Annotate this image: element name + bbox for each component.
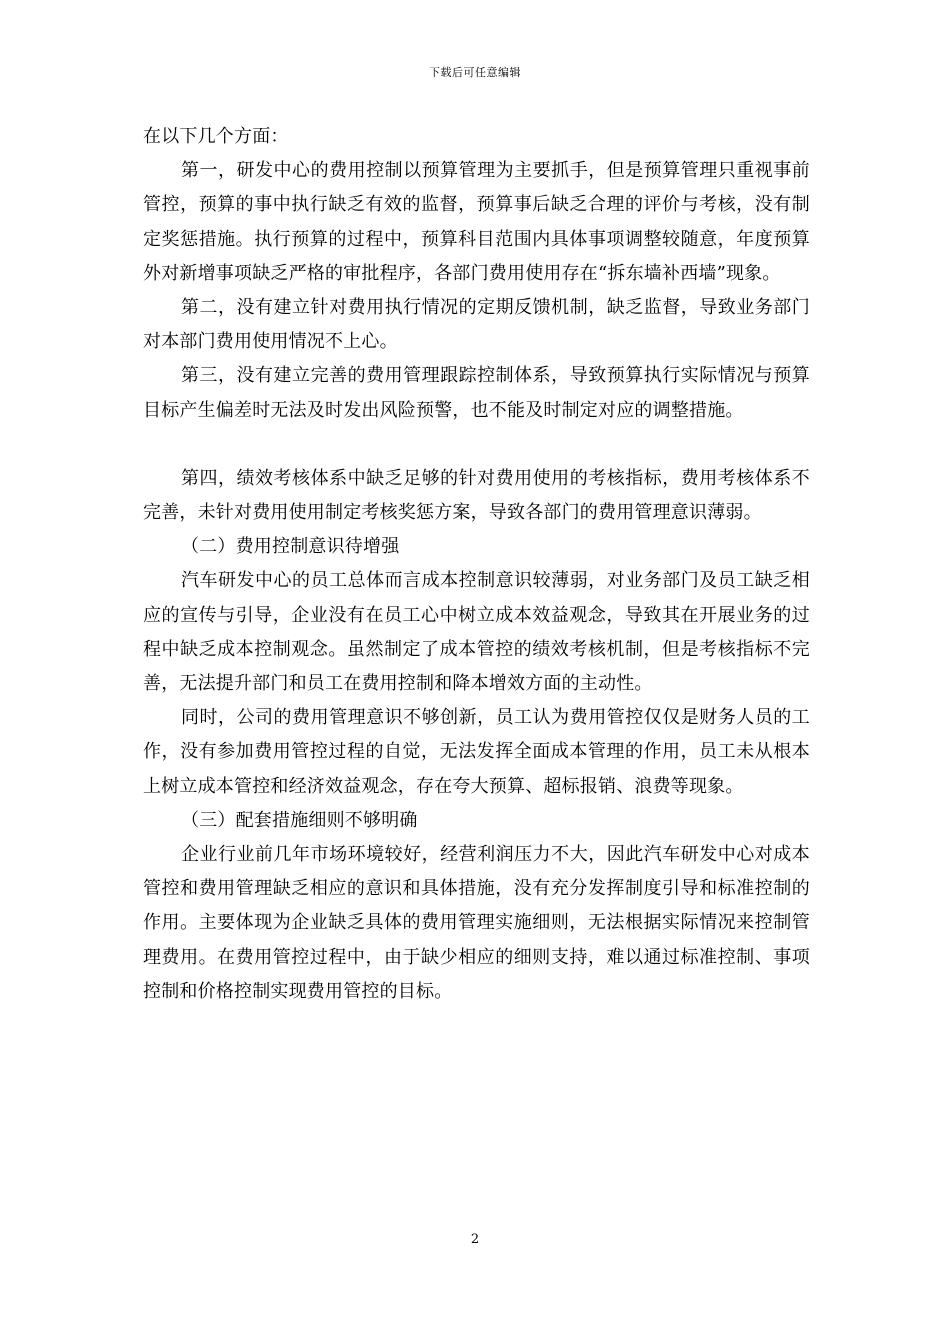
- paragraph-point-1: 第一，研发中心的费用控制以预算管理为主要抓手，但是预算管理只重视事前管控，预算的事中执行缺乏有效的监督，预算事后缺乏合理的评价与考核，没有制定奖惩措施。执行预算的过程中，预算科目范围内具体事项调整较随意，年度预算外对新增事项缺乏严格的审批程序，各部门费用使用存在“拆东墙补西墙”现象。: [143, 160, 810, 284]
- paragraph-point-3: 第三，没有建立完善的费用管理跟踪控制体系，导致预算执行实际情况与预算目标产生偏差时无法及时发出风险预警，也不能及时制定对应的调整措施。: [143, 365, 810, 421]
- section-heading-2: （二）费用控制意识待增强: [181, 536, 400, 558]
- document-body: [143, 120, 810, 1009]
- paragraph-spacer: [143, 428, 810, 462]
- paragraph-section-2-body-2: 同时，公司的费用管理意识不够创新，员工认为费用管控仅仅是财务人员的工作，没有参加费用管控过程的自觉，无法发挥全面成本管理的作用，员工未从根本上树立成本管控和经济效益观念，存在夸大预算、超标报销、浪费等现象。: [143, 707, 810, 797]
- paragraph-section-3-body: 企业行业前几年市场环境较好，经营利润压力不大，因此汽车研发中心对成本管控和费用管理缺乏相应的意识和具体措施，没有充分发挥制度引导和标准控制的作用。主要体现为企业缺乏具体的费用管理实施细则，无法根据实际情况来控制管理费用。在费用管控过程中，由于缺少相应的细则支持，难以通过标准控制、事项控制和价格控制实现费用管控的目标。: [143, 844, 810, 1002]
- paragraph-point-2: 第二，没有建立针对费用执行情况的定期反馈机制，缺乏监督，导致业务部门对本部门费用使用情况不上心。: [143, 297, 810, 353]
- intro-paragraph: 在以下几个方面：: [143, 126, 289, 147]
- section-heading-3: （三）配套措施细则不够明确: [181, 809, 418, 831]
- paragraph-point-4: 第四，绩效考核体系中缺乏足够的针对费用使用的考核指标，费用考核体系不完善，未针对费用使用制定考核奖惩方案，导致各部门的费用管理意识薄弱。: [143, 467, 810, 524]
- page-header: 下载后可任意编辑: [429, 66, 521, 79]
- page-number: 2: [470, 1232, 480, 1247]
- paragraph-section-2-body-1: 汽车研发中心的员工总体而言成本控制意识较薄弱，对业务部门及员工缺乏相应的宣传与引导，企业没有在员工心中树立成本效益观念，导致其在开展业务的过程中缺乏成本控制观念。虽然制定了成本管控的绩效考核机制，但是考核指标不完善，无法提升部门和员工在费用控制和降本增效方面的主动性。: [143, 570, 810, 695]
